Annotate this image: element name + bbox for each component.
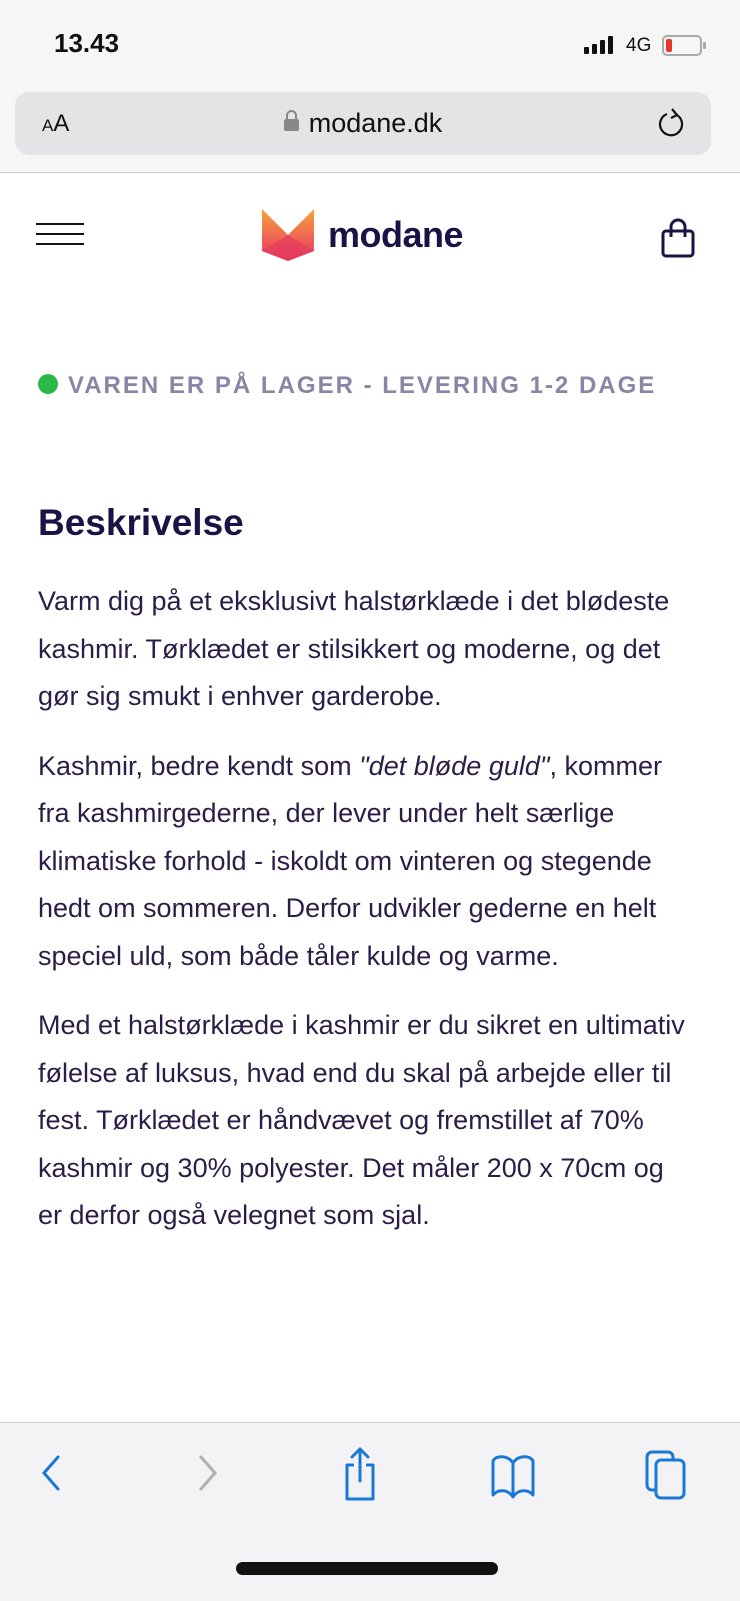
signal-icon: [584, 36, 613, 54]
forward-icon[interactable]: [195, 1451, 221, 1495]
description-heading: Beskrivelse: [38, 502, 244, 543]
text-size-large: A: [53, 110, 70, 137]
status-time: 13.43: [54, 28, 120, 58]
logo-text: modane: [328, 214, 464, 255]
hamburger-menu-icon[interactable]: [36, 223, 84, 253]
description-body: [38, 578, 688, 1262]
home-indicator: [236, 1562, 498, 1575]
in-stock-indicator: [38, 374, 58, 394]
lock-icon: [284, 119, 299, 131]
site-logo[interactable]: [262, 209, 463, 261]
stock-status: [38, 370, 678, 402]
status-and-address-area: [0, 0, 740, 173]
url-display[interactable]: [15, 108, 711, 139]
network-type: 4G: [626, 35, 652, 56]
description-paragraph: Varm dig på et eksklusivt halstørklæde i det blødeste kashmir. Tørklædet er stilsikkert og moderne, og det gør sig smukt i enhver garderobe.: [38, 586, 670, 711]
battery-icon: [662, 35, 702, 56]
reload-icon[interactable]: [655, 106, 689, 140]
shopping-bag-icon[interactable]: [660, 217, 696, 259]
share-icon[interactable]: [342, 1447, 378, 1503]
italic-quote: "det bløde guld": [359, 750, 550, 781]
site-header: [0, 173, 740, 293]
description-paragraph: [38, 743, 688, 981]
stock-status-text: VAREN ER PÅ LAGER - LEVERING 1-2 DAGE: [68, 372, 657, 399]
description-paragraph: Med et halstørklæde i kashmir er du sikret en ultimativ følelse af luksus, hvad end du skal på arbejde eller til fest. Tørklædet er håndvævet og fremstillet af 70% kashmir og 30% polyester. Det måler 200 x 70cm og er derfor også velegnet som sjal.: [38, 1010, 685, 1230]
text: , kommer fra kashmirgederne, der lever under helt særlige klimatiske forhold - iskoldt om vinteren og stegende hedt om sommeren. Derfor udvikler gederne en helt speciel uld, som både tåler kulde og varme.: [38, 750, 662, 971]
logo-mark-icon: [262, 209, 314, 261]
bookmarks-icon[interactable]: [490, 1453, 536, 1499]
text: Kashmir, bedre kendt som: [38, 750, 360, 781]
back-icon[interactable]: [38, 1451, 64, 1495]
text-size-small: A: [42, 116, 54, 135]
tabs-icon[interactable]: [644, 1449, 688, 1501]
address-bar[interactable]: [15, 92, 711, 155]
url-text: modane.dk: [308, 108, 443, 138]
